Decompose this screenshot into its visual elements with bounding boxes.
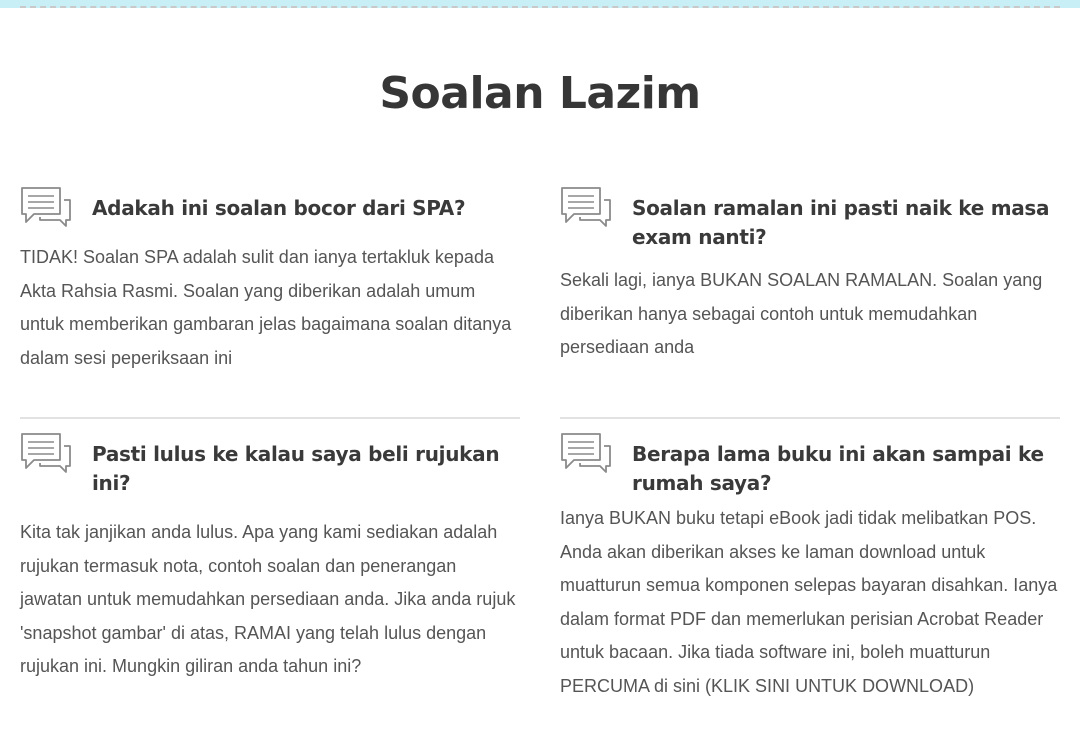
faq-answer: Ianya BUKAN buku tetapi eBook jadi tidak melibatkan POS. Anda akan diberikan akses ke laman download untuk muatturun semua komponen selepas bayaran disahkan. Ianya dalam format PDF dan memerlukan perisian Acrobat Reader untuk bacaan. Jika tiada software ini, boleh muatturun PERCUMA di sini (KLIK SINI UNTUK DOWNLOAD) <box>560 508 1058 696</box>
faq-item <box>560 432 1060 703</box>
speech-bubble-icon <box>560 186 612 228</box>
faq-item <box>20 432 520 684</box>
faq-answer: Sekali lagi, ianya BUKAN SOALAN RAMALAN. Soalan yang diberikan hanya sebagai contoh untuk memudahkan persediaan anda <box>560 270 1043 357</box>
faq-item <box>560 186 1060 365</box>
faq-header <box>20 186 520 223</box>
faq-question: Soalan ramalan ini pasti naik ke masa exam nanti? <box>632 196 1050 249</box>
faq-item <box>20 186 520 375</box>
faq-answer: TIDAK! Soalan SPA adalah sulit dan ianya tertakluk kepada Akta Rahsia Rasmi. Soalan yang diberikan adalah umum untuk memberikan gambaran jelas bagaimana soalan ditanya dalam sesi peperiksaan ini <box>20 247 512 368</box>
faq-answer: Kita tak janjikan anda lulus. Apa yang kami sediakan adalah rujukan termasuk nota, contoh soalan dan penerangan jawatan untuk memudahkan persediaan anda. Jika anda rujuk 'snapshot gambar' di atas, RAMAI yang telah lulus dengan rujukan ini. Mungkin giliran anda tahun ini? <box>20 522 516 676</box>
faq-header <box>560 432 1060 498</box>
speech-bubble-icon <box>560 432 612 474</box>
page-title: Soalan Lazim <box>379 68 701 119</box>
faq-question: Pasti lulus ke kalau saya beli rujukan ini? <box>92 442 500 495</box>
divider <box>560 417 1060 419</box>
speech-bubble-icon <box>20 186 72 228</box>
faq-header <box>20 432 520 498</box>
faq-header <box>560 186 1060 252</box>
faq-question: Berapa lama buku ini akan sampai ke rumah saya? <box>632 442 1044 495</box>
divider <box>20 417 520 419</box>
speech-bubble-icon <box>20 432 72 474</box>
top-border <box>0 0 1080 8</box>
faq-question: Adakah ini soalan bocor dari SPA? <box>92 196 466 220</box>
